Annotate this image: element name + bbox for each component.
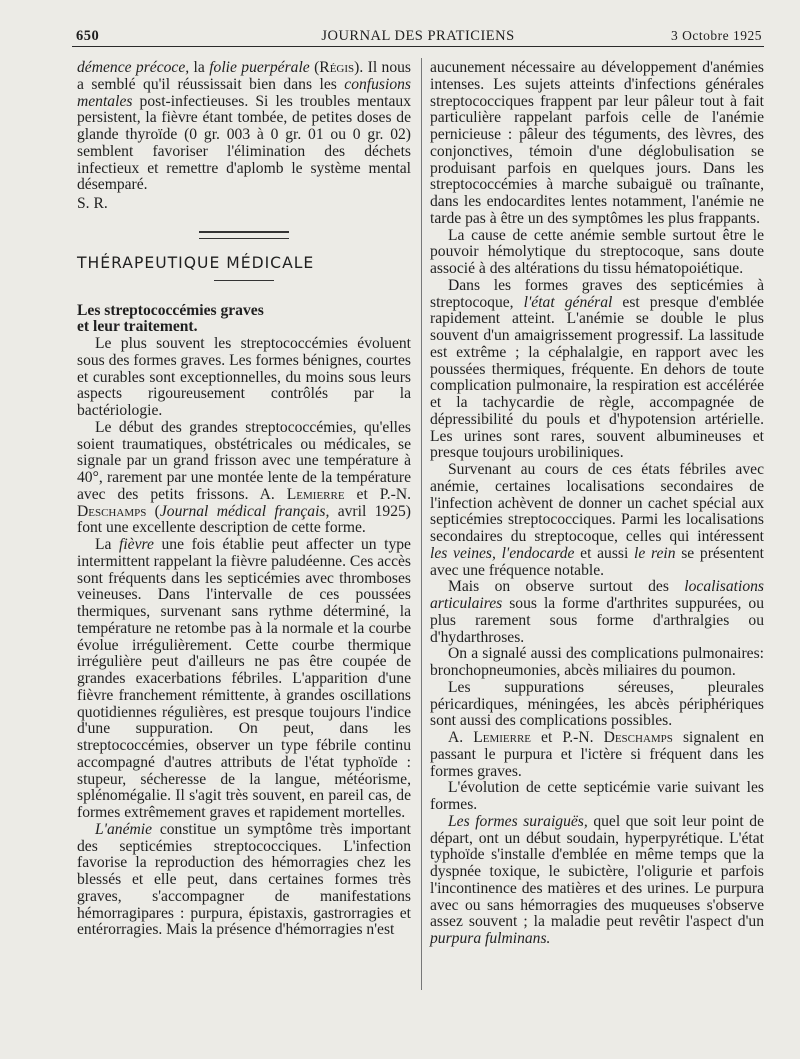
paragraph: Le plus souvent les streptococcémies évoluent sous des formes graves. Les formes bénignes, courtes et curables sont exceptionnelles, du moins sous leurs aspects rigoureusement contrôlés par la bactériologie.: [77, 335, 411, 419]
section-rule: [199, 231, 289, 239]
paragraph: A. Lemierre et P.-N. Deschamps signalent en passant le purpura et l'ictère si fréquent dans les formes graves.: [430, 729, 764, 780]
signature: S. R.: [77, 195, 108, 212]
paragraph-continuation: démence précoce, la folie puerpérale (Régis). Il nous a semblé qu'il réussissait bien dans les confusions mentales post-infectieuses. Si les troubles mentaux persistent, la fièvre étant tombée, de petites doses de glande thyroïde (0 gr. 003 à 0 gr. 01 ou 0 gr. 02) semblent favoriser l'élimination des déchets infectieux et remettre d'aplomb le système mental désemparé.: [77, 59, 411, 194]
issue-date: 3 Octobre 1925: [671, 28, 762, 43]
section-underline: [214, 280, 274, 281]
paragraph: Survenant au cours de ces états fébriles avec anémie, certaines localisations secondaires de l'infection achèvent de donner un cachet spécial aux septicémies streptococciques. Parmi les localisations secondaires du streptocoque, celles qui intéressent les veines, l'endocarde et aussi le rein se présentent avec une fréquence notable.: [430, 461, 764, 579]
article-title: Les streptococcémies graves et leur traitement.: [77, 301, 264, 336]
paragraph: Mais on observe surtout des localisations articulaires sous la forme d'arthrites suppurées, ou plus rarement sous forme d'arthralgies ou d'hydarthroses.: [430, 578, 764, 646]
paragraph: Les suppurations séreuses, pleurales péricardiques, méningées, les abcès périphériques sont aussi des complications possibles.: [430, 678, 764, 730]
paragraph: On a signalé aussi des complications pulmonaires: bronchopneumonies, abcès miliaires du poumon.: [430, 645, 764, 679]
page-number: 650: [76, 28, 100, 44]
journal-title: JOURNAL DES PRATICIENS: [321, 28, 515, 44]
paragraph: Le début des grandes streptococcémies, qu'elles soient traumatiques, obstétricales ou médicales, se signale par un grand frisson avec une température à 40°, rarement par une montée lente de la température avec des petits frissons. A. Lemierre et P.-N. Deschamps (Journal médical français, avril 1925) font une excellente description de cette forme.: [77, 418, 411, 537]
paragraph: La fièvre une fois établie peut affecter un type intermittent rappelant la fièvre paludéenne. Ces accès sont fréquents dans les septicémies avec thromboses veineuses. Dans l'intervalle de ces poussées thermiques, survenant sans rythme déterminé, la température ne retombe pas à la normale et la courbe évolue irrégulièrement. Cette courbe thermique irrégulière peut d'ailleurs ne pas être coupée de grandes exacerbations fébriles. L'apparition d'une fièvre franchement rémittente, à grandes oscillations quotidiennes régulières, est presque toujours l'indice d'une suppuration. On peut, dans les streptococcémies, observer un type fébrile continu accompagné d'autres attributs de l'état typhoïde : stupeur, sécheresse de la langue, météorisme, splénomégalie. Il s'agit très souvent, en pareil cas, de formes extrêmement graves et rapidement mortelles.: [77, 536, 411, 821]
paragraph: Dans les formes graves des septicémies à streptocoque, l'état général est presque d'emblée rapidement atteint. L'anémie se double le plus souvent d'un amaigrissement progressif. La lassitude est extrême ; la céphalalgie, en rapport avec les poussées thermiques, fréquente. En dehors de toute complication pulmonaire, la respiration est accélérée et la tachycardie de règle, accompagnée de dépressibilité du pouls et d'hypotension artérielle. Les urines sont rares, souvent albumineuses et presque toujours urobiliniques.: [430, 276, 764, 462]
paragraph: Les formes suraiguës, quel que soit leur point de départ, ont un début soudain, hyperpyrétique. L'état typhoïde s'installe d'emblée en même temps que la dyspnée toxique, le subictère, l'oligurie et parfois l'incontinence des matières et des urines. Le purpura avec ou sans hémorragies des muqueuses s'observe assez souvent ; la maladie peut revêtir l'aspect d'un purpura fulminans.: [430, 812, 764, 947]
section-title: THÉRAPEUTIQUE MÉDICALE: [77, 253, 315, 272]
paragraph: L'anémie constitue un symptôme très important des septicémies streptococciques. L'infection favorise la reproduction des hémorragies chez les blessés et elle peut, dans certaines formes très graves, s'accompagner de manifestations hémorragipares : purpura, épistaxis, gastrorragies et entérorragies. Mais la présence d'hémorragies n'est: [77, 820, 411, 939]
page-header: [72, 22, 764, 47]
column-divider: [421, 58, 422, 990]
left-column: [77, 60, 411, 939]
right-column: [430, 60, 764, 948]
paragraph-continuation: aucunement nécessaire au développement d'anémies intenses. Les sujets atteints d'infections générales streptococciques frappent par leur pâleur tout à fait particulière rappelant parfois celle de l'anémie pernicieuse : pâleur des téguments, des lèvres, des conjonctives, témoin d'une déglobulisation se produisant parfois en quelques jours. Dans les streptococcémies à marche subaiguë ou traînante, dans les endocardites lentes notamment, l'anémie ne tarde pas à être un des symptômes les plus frappants.: [430, 59, 764, 227]
paragraph: L'évolution de cette septicémie varie suivant les formes.: [430, 779, 764, 813]
paragraph: La cause de cette anémie semble surtout être le pouvoir hémolytique du streptocoque, sans doute associé à des altérations du tissu hématopoiétique.: [430, 226, 764, 277]
